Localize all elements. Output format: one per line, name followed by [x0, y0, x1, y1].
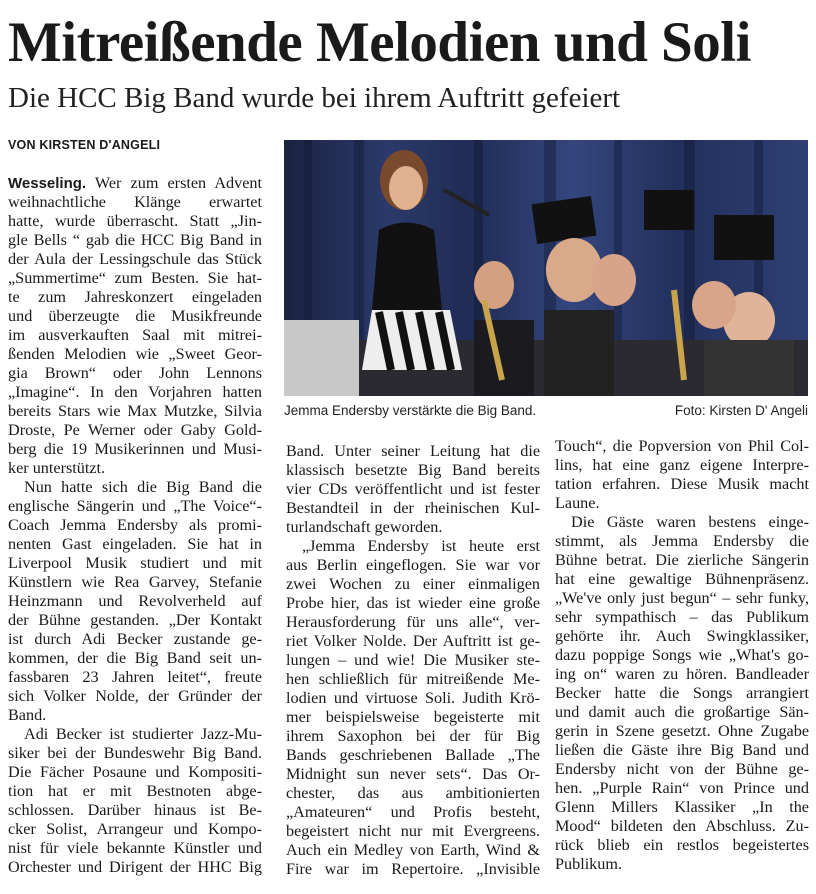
text-line: schlossen. Darüber hinaus ist Be-: [8, 801, 262, 819]
text-line: „Amateuren“ und Profis besteht,: [286, 803, 540, 821]
text-line: sich Volker Nolde, der Gründer der: [8, 687, 262, 705]
text-line: Midnight sun never sets“. Das Or-: [286, 765, 540, 783]
concert-photo-illustration: [284, 140, 808, 396]
text-line: siker bei der Bundeswehr Big Band.: [8, 744, 262, 762]
text-segment: Wer zum ersten Advent: [86, 174, 262, 192]
paragraph: [8, 725, 262, 877]
text-line: englische Sängerin und „The Voice“-: [8, 497, 262, 515]
text-line: „We've only just begun“ – sehr funky,: [555, 589, 809, 607]
text-line: Orchester und Dirigent der HHC Big: [8, 858, 262, 876]
text-line: Künstlern wie Rea Garvey, Stefanie: [8, 573, 262, 591]
text-line: riet Volker Nolde. Der Auftritt ist ge-: [286, 632, 540, 650]
text-line: aus Berlin eingeflogen. Sie war vor: [286, 556, 540, 574]
text-line: cker Solist, Arrangeur und Kompo-: [8, 820, 262, 838]
text-line: „Summertime“ zum Besten. Sie hat-: [8, 269, 262, 287]
text-line: rück blieb ein restlos begeistertes: [555, 836, 809, 854]
text-line: und damit auch die großartige Sän-: [555, 703, 809, 721]
text-line: „Imagine“. In den Vorjahren hatten: [8, 383, 262, 401]
paragraph: [286, 442, 540, 537]
byline: VON KIRSTEN D'ANGELI: [8, 138, 161, 152]
text-line: vier CDs veröffentlicht und ist fester: [286, 480, 540, 498]
text-line: weihnachtliche Klänge erwartet: [8, 193, 262, 211]
headline: Mitreißende Melodien und Soli: [8, 11, 751, 74]
dateline: Wesseling.: [8, 175, 87, 192]
paragraph: [286, 537, 540, 879]
text-line: mer beispielsweise begeisterte mit: [286, 708, 540, 726]
paragraph: [8, 478, 262, 725]
text-line: chester, das aus ambitionierten: [286, 784, 540, 802]
text-line: „Jemma Endersby ist heute erst: [302, 537, 540, 555]
article-photo: [284, 140, 808, 396]
text-line: stimmt, als Jemma Endersby die: [555, 532, 809, 550]
text-line: Band.: [8, 706, 47, 724]
text-line: Publikum.: [555, 855, 623, 873]
text-line: Endersby nicht von der Bühne ge-: [555, 760, 809, 778]
text-line: Probe hier, das ist wieder eine große: [286, 594, 540, 612]
text-line: hen. „Purple Rain“ von Prince und: [555, 779, 809, 797]
text-line: hatte, wurde überrascht. Statt „Jin-: [8, 212, 262, 230]
text-line: tion hat er mit Bestnoten abge-: [8, 782, 262, 800]
photo-caption: Jemma Endersby verstärkte die Big Band.: [284, 403, 537, 418]
text-line: turlandschaft geworden.: [286, 518, 443, 536]
text-line: begeistert nicht nur mit Evergreens.: [286, 822, 540, 840]
text-line: ließen die Gäste ihre Big Band und: [555, 741, 809, 759]
subheadline: Die HCC Big Band wurde bei ihrem Auftritt gefeiert: [8, 82, 621, 114]
text-line: Heinzmann und Revolverheld auf: [8, 592, 262, 610]
text-line: der Bühne gestanden. „Der Kontakt: [8, 611, 262, 629]
text-line: te zum Jahreskonzert eingeladen: [8, 288, 262, 306]
text-line: Liverpool Musik studiert und mit: [8, 554, 262, 572]
text-line: Die Fächer Posaune und Kompositi-: [8, 763, 262, 781]
text-line: lungen – und wie! Die Musiker ste-: [286, 651, 540, 669]
text-line: gia Brown“ oder John Lennons: [8, 364, 262, 382]
text-line: hen schließlich für mitreißende Me-: [286, 670, 540, 688]
paragraph: [555, 513, 809, 874]
text-line: ist durch Adi Becker zustande ge-: [8, 630, 262, 648]
text-line: Die Gäste waren bestens einge-: [571, 513, 809, 531]
text-line: Coach Jemma Endersby als promi-: [8, 516, 262, 534]
text-line: ing on“ waren zu hören. Bandleader: [555, 665, 809, 683]
text-line: lodien und virtuose Soli. Judith Krö-: [286, 689, 540, 707]
text-line: gehörte ihr. Auch Swingklassiker,: [555, 627, 809, 645]
text-line: [8, 174, 262, 193]
article-column-1: [8, 174, 262, 877]
text-line: Fire war im Repertoire. „Invisible: [286, 860, 540, 878]
text-line: Droste, Pe Werner oder Gaby Gold-: [8, 421, 262, 439]
text-line: Laune.: [555, 494, 600, 512]
text-line: Auch ein Medley von Earth, Wind &: [286, 841, 540, 859]
text-line: tation erfahren. Diese Musik macht: [555, 475, 809, 493]
text-line: zwei Wochen zu einer einmaligen: [286, 575, 540, 593]
text-line: ßenden Melodien wie „Sweet Geor-: [8, 345, 262, 363]
text-line: Glenn Millers Klassiker „In the: [555, 798, 809, 816]
photo-credit: Foto: Kirsten D' Angeli: [674, 403, 808, 418]
text-line: Mood“ bildeten den Abschluss. Zu-: [555, 817, 809, 835]
text-line: hat eine gewaltige Bühnenpräsenz.: [555, 570, 809, 588]
text-line: gle Bells “ gab die HCC Big Band in: [8, 231, 262, 249]
article-column-3: [555, 437, 809, 874]
text-line: ihrem Saxophon bei der für Big: [286, 727, 540, 745]
text-line: nenten Gast eingeladen. Sie hat in: [8, 535, 262, 553]
text-line: dazu poppige Songs wie „What's go-: [555, 646, 809, 664]
text-line: Herausforderung für uns alle“, ver-: [286, 613, 540, 631]
article-column-2: [286, 442, 540, 879]
text-line: Adi Becker ist studierter Jazz-Mu-: [24, 725, 262, 743]
text-line: berg die 19 Musikerinnen und Musi-: [8, 440, 262, 458]
text-line: Bands geschriebenen Ballade „The: [286, 746, 540, 764]
text-line: kommen, der die Big Band seit un-: [8, 649, 262, 667]
text-line: im ausverkauften Saal mit mitrei-: [8, 326, 262, 344]
paragraph: [8, 174, 262, 478]
text-line: Nun hatte sich die Big Band die: [24, 478, 262, 496]
text-line: und überzeugte die Musikfreunde: [8, 307, 262, 325]
text-line: Touch“, die Popversion von Phil Col-: [555, 437, 809, 455]
text-line: Bühne betrat. Die zierliche Sängerin: [555, 551, 809, 569]
text-line: Bestandteil in der rheinischen Kul-: [286, 499, 540, 517]
text-line: klassisch besetzte Big Band bereits: [286, 461, 540, 479]
paragraph: [555, 437, 809, 513]
text-line: Becker hatte die Songs arrangiert: [555, 684, 809, 702]
text-line: sehr sympathisch – das Publikum: [555, 608, 809, 626]
text-line: der Aula der Lessingschule das Stück: [8, 250, 262, 268]
text-line: lins, hat eine ganz eigene Interpre-: [555, 456, 809, 474]
text-line: nist für viele bekannte Künstler und: [8, 839, 262, 857]
text-line: Band. Unter seiner Leitung hat die: [286, 442, 540, 460]
text-line: gerin in Szene gesetzt. Ohne Zugabe: [555, 722, 809, 740]
text-line: fassbaren 23 Jahren leitet“, freute: [8, 668, 262, 686]
text-line: ker unterstützt.: [8, 459, 106, 477]
text-line: bereits Stars wie Max Mutzke, Silvia: [8, 402, 262, 420]
